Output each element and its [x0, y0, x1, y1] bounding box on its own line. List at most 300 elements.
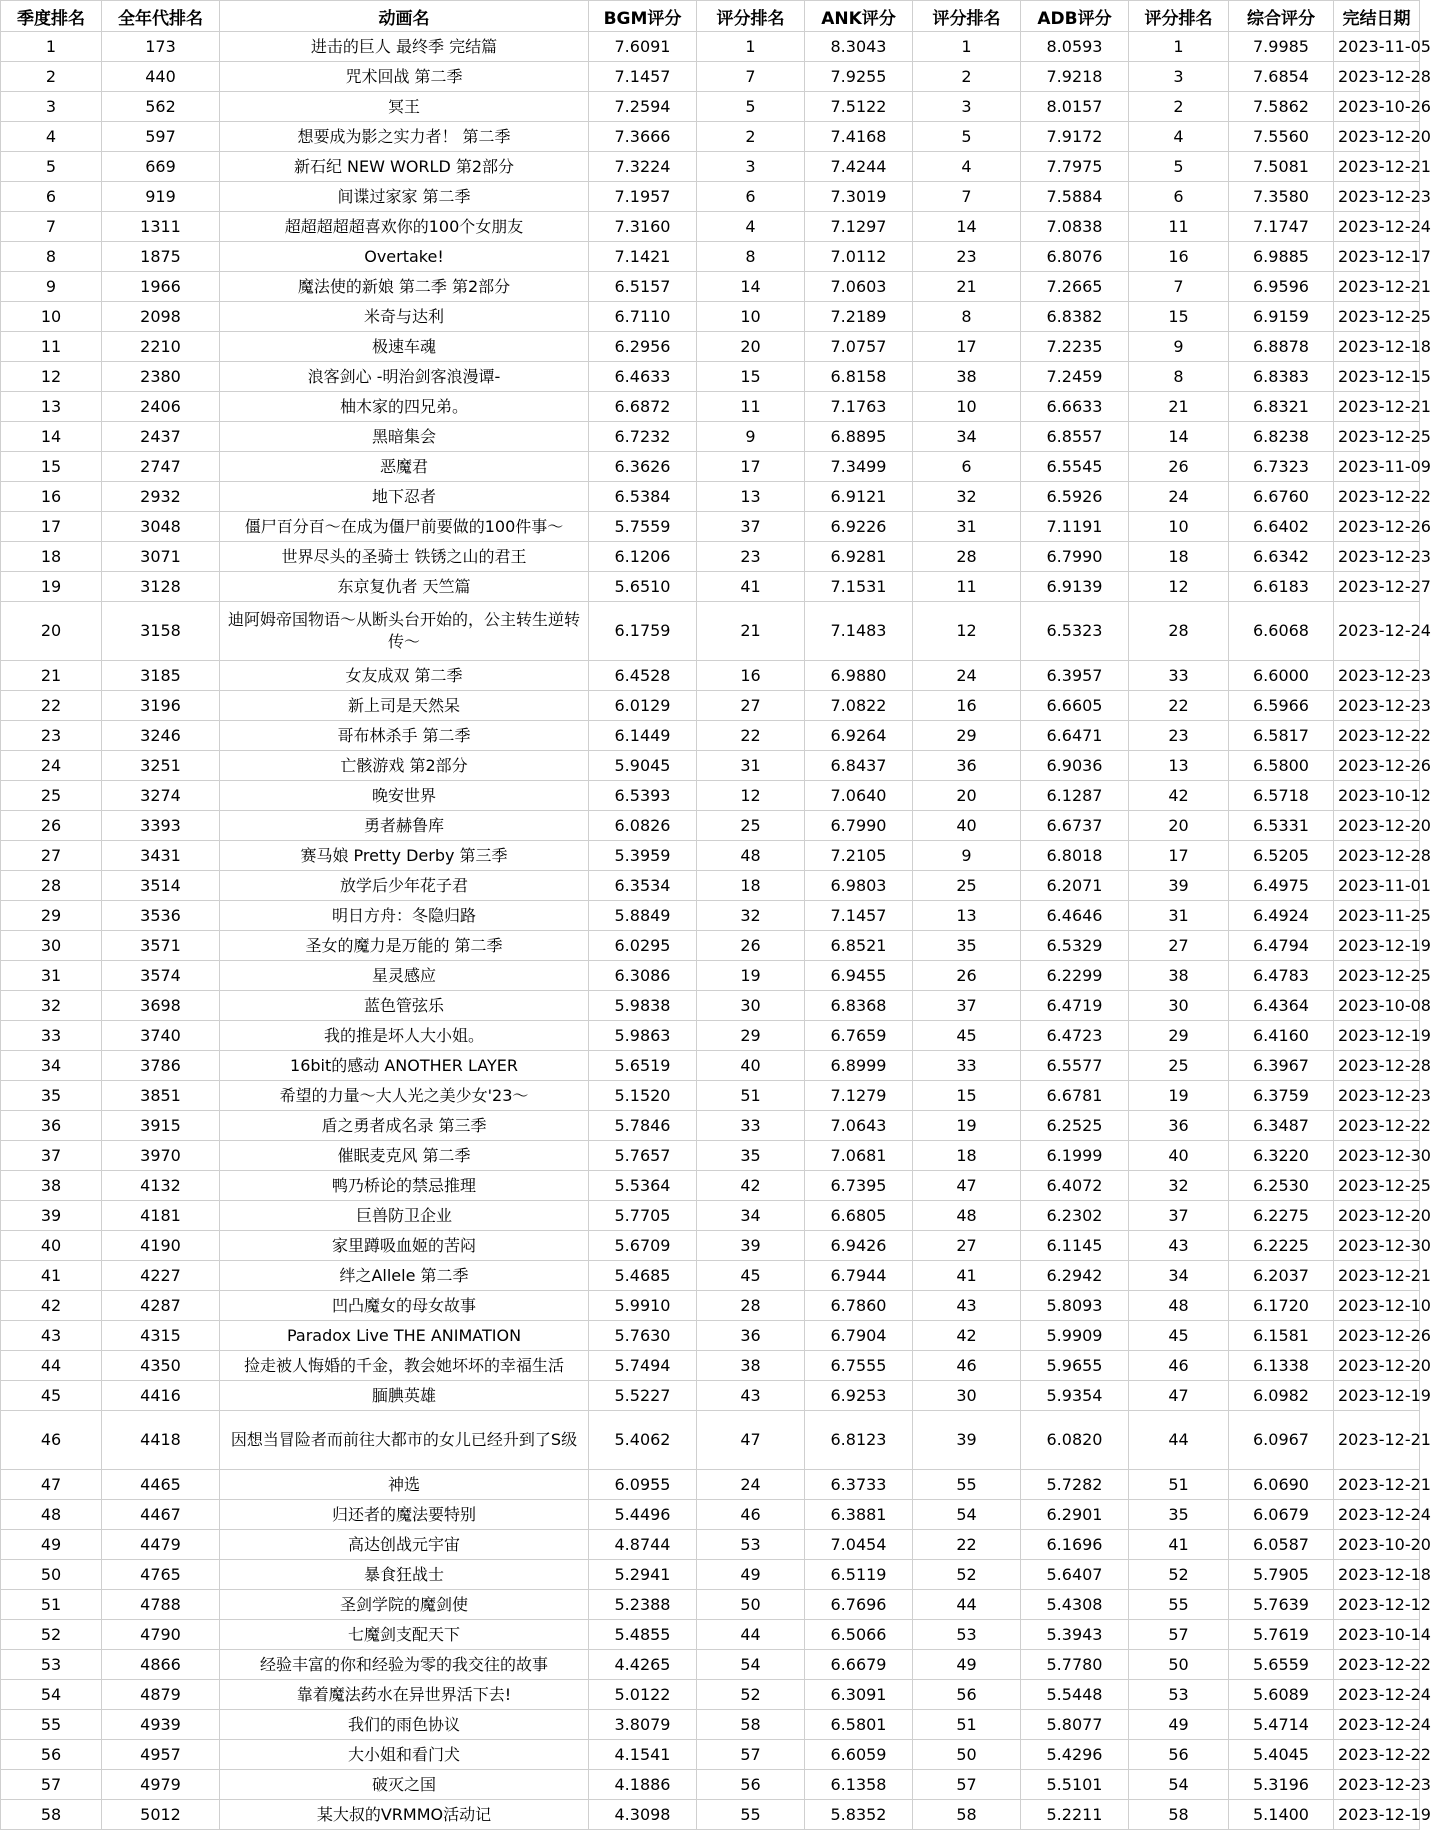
cell-overall-score: 5.4714 — [1229, 1710, 1334, 1740]
cell-anime-name: 高达创战元宇宙 — [220, 1530, 589, 1560]
cell-anime-name: 经验丰富的你和经验为零的我交往的故事 — [220, 1650, 589, 1680]
cell-adb-score: 6.6633 — [1021, 392, 1129, 422]
cell-overall-score: 5.7905 — [1229, 1560, 1334, 1590]
cell-adb-score: 6.8557 — [1021, 422, 1129, 452]
cell-end-date: 2023-12-23 — [1334, 182, 1420, 212]
cell-bgm-score: 7.2594 — [589, 92, 697, 122]
cell-adb-score: 6.4646 — [1021, 901, 1129, 931]
cell-adb-score: 7.9172 — [1021, 122, 1129, 152]
cell-adb-rank: 3 — [1129, 62, 1229, 92]
cell-all-time-rank: 4227 — [102, 1261, 220, 1291]
cell-anime-name: 勇者赫鲁库 — [220, 811, 589, 841]
cell-end-date: 2023-12-22 — [1334, 721, 1420, 751]
cell-adb-score: 8.0593 — [1021, 32, 1129, 62]
cell-ank-rank: 9 — [913, 841, 1021, 871]
cell-season-rank: 42 — [1, 1291, 102, 1321]
cell-adb-rank: 2 — [1129, 92, 1229, 122]
cell-ank-score: 7.2105 — [805, 841, 913, 871]
cell-adb-rank: 45 — [1129, 1321, 1229, 1351]
cell-anime-name: 某大叔的VRMMO活动记 — [220, 1800, 589, 1830]
table-row — [1, 1201, 1420, 1231]
cell-overall-score: 6.8878 — [1229, 332, 1334, 362]
cell-bgm-score: 5.3959 — [589, 841, 697, 871]
table-row — [1, 811, 1420, 841]
cell-ank-score: 6.8123 — [805, 1411, 913, 1470]
cell-season-rank: 24 — [1, 751, 102, 781]
cell-bgm-rank: 54 — [697, 1650, 805, 1680]
cell-bgm-rank: 1 — [697, 32, 805, 62]
cell-season-rank: 55 — [1, 1710, 102, 1740]
cell-adb-rank: 39 — [1129, 871, 1229, 901]
cell-end-date: 2023-10-12 — [1334, 781, 1420, 811]
cell-overall-score: 6.4783 — [1229, 961, 1334, 991]
cell-anime-name: 因想当冒险者而前往大都市的女儿已经升到了S级 — [220, 1411, 589, 1470]
cell-bgm-score: 5.9910 — [589, 1291, 697, 1321]
cell-adb-rank: 21 — [1129, 392, 1229, 422]
cell-end-date: 2023-12-18 — [1334, 1560, 1420, 1590]
cell-bgm-score: 5.5364 — [589, 1171, 697, 1201]
cell-overall-score: 6.5817 — [1229, 721, 1334, 751]
cell-ank-rank: 24 — [913, 661, 1021, 691]
cell-anime-name: 归还者的魔法要特别 — [220, 1500, 589, 1530]
cell-bgm-score: 6.0955 — [589, 1470, 697, 1500]
cell-bgm-rank: 33 — [697, 1111, 805, 1141]
cell-overall-score: 7.5862 — [1229, 92, 1334, 122]
cell-adb-score: 6.2901 — [1021, 1500, 1129, 1530]
cell-bgm-score: 5.4496 — [589, 1500, 697, 1530]
cell-end-date: 2023-12-20 — [1334, 1201, 1420, 1231]
cell-ank-score: 6.9803 — [805, 871, 913, 901]
cell-ank-rank: 39 — [913, 1411, 1021, 1470]
cell-all-time-rank: 597 — [102, 122, 220, 152]
cell-anime-name: 捡走被人悔婚的千金，教会她坏坏的幸福生活 — [220, 1351, 589, 1381]
cell-ank-score: 7.0643 — [805, 1111, 913, 1141]
cell-overall-score: 6.5205 — [1229, 841, 1334, 871]
cell-anime-name: 七魔剑支配天下 — [220, 1620, 589, 1650]
cell-ank-rank: 2 — [913, 62, 1021, 92]
cell-adb-score: 6.1287 — [1021, 781, 1129, 811]
cell-bgm-score: 5.6510 — [589, 572, 697, 602]
cell-anime-name: 圣剑学院的魔剑使 — [220, 1590, 589, 1620]
cell-bgm-rank: 47 — [697, 1411, 805, 1470]
cell-adb-rank: 4 — [1129, 122, 1229, 152]
cell-anime-name: 暴食狂战士 — [220, 1560, 589, 1590]
cell-end-date: 2023-10-14 — [1334, 1620, 1420, 1650]
cell-adb-rank: 5 — [1129, 152, 1229, 182]
cell-anime-name: 女友成双 第二季 — [220, 661, 589, 691]
column-header-season-rank: 季度排名 — [1, 1, 102, 32]
cell-overall-score: 7.1747 — [1229, 212, 1334, 242]
cell-overall-score: 6.4160 — [1229, 1021, 1334, 1051]
cell-overall-score: 6.5331 — [1229, 811, 1334, 841]
cell-all-time-rank: 3571 — [102, 931, 220, 961]
table-row — [1, 1261, 1420, 1291]
table-row — [1, 1710, 1420, 1740]
cell-adb-rank: 43 — [1129, 1231, 1229, 1261]
cell-end-date: 2023-12-17 — [1334, 242, 1420, 272]
cell-overall-score: 6.8321 — [1229, 392, 1334, 422]
cell-ank-rank: 17 — [913, 332, 1021, 362]
cell-adb-score: 6.6737 — [1021, 811, 1129, 841]
cell-adb-score: 5.9354 — [1021, 1381, 1129, 1411]
table-row — [1, 1411, 1420, 1470]
cell-bgm-score: 6.2956 — [589, 332, 697, 362]
cell-adb-rank: 57 — [1129, 1620, 1229, 1650]
cell-adb-score: 6.2299 — [1021, 961, 1129, 991]
cell-all-time-rank: 2437 — [102, 422, 220, 452]
cell-ank-rank: 31 — [913, 512, 1021, 542]
cell-adb-score: 6.7990 — [1021, 542, 1129, 572]
cell-adb-rank: 33 — [1129, 661, 1229, 691]
cell-ank-score: 6.5801 — [805, 1710, 913, 1740]
cell-ank-score: 6.9281 — [805, 542, 913, 572]
cell-all-time-rank: 4190 — [102, 1231, 220, 1261]
cell-adb-rank: 44 — [1129, 1411, 1229, 1470]
cell-end-date: 2023-10-20 — [1334, 1530, 1420, 1560]
cell-anime-name: 巨兽防卫企业 — [220, 1201, 589, 1231]
cell-bgm-score: 5.4062 — [589, 1411, 697, 1470]
cell-ank-score: 6.8521 — [805, 931, 913, 961]
cell-bgm-rank: 6 — [697, 182, 805, 212]
table-row — [1, 272, 1420, 302]
cell-overall-score: 5.6089 — [1229, 1680, 1334, 1710]
cell-anime-name: 冥王 — [220, 92, 589, 122]
cell-overall-score: 6.9596 — [1229, 272, 1334, 302]
cell-ank-rank: 57 — [913, 1770, 1021, 1800]
cell-adb-rank: 26 — [1129, 452, 1229, 482]
cell-bgm-score: 5.0122 — [589, 1680, 697, 1710]
cell-overall-score: 6.3967 — [1229, 1051, 1334, 1081]
cell-bgm-score: 5.5227 — [589, 1381, 697, 1411]
column-header-all-time-rank: 全年代排名 — [102, 1, 220, 32]
cell-all-time-rank: 3185 — [102, 661, 220, 691]
cell-all-time-rank: 3274 — [102, 781, 220, 811]
cell-season-rank: 58 — [1, 1800, 102, 1830]
cell-end-date: 2023-12-25 — [1334, 1171, 1420, 1201]
cell-bgm-score: 5.7559 — [589, 512, 697, 542]
table-row — [1, 392, 1420, 422]
table-row — [1, 1381, 1420, 1411]
cell-adb-rank: 24 — [1129, 482, 1229, 512]
cell-overall-score: 6.1720 — [1229, 1291, 1334, 1321]
cell-overall-score: 5.7619 — [1229, 1620, 1334, 1650]
cell-ank-score: 7.3019 — [805, 182, 913, 212]
cell-anime-name: 进击的巨人 最终季 完结篇 — [220, 32, 589, 62]
cell-overall-score: 6.4924 — [1229, 901, 1334, 931]
cell-bgm-score: 3.8079 — [589, 1710, 697, 1740]
cell-ank-score: 7.1279 — [805, 1081, 913, 1111]
cell-all-time-rank: 562 — [102, 92, 220, 122]
cell-bgm-score: 6.7110 — [589, 302, 697, 332]
cell-bgm-rank: 58 — [697, 1710, 805, 1740]
cell-ank-rank: 30 — [913, 1381, 1021, 1411]
cell-adb-score: 5.8093 — [1021, 1291, 1129, 1321]
cell-season-rank: 9 — [1, 272, 102, 302]
cell-bgm-rank: 22 — [697, 721, 805, 751]
cell-overall-score: 6.6402 — [1229, 512, 1334, 542]
cell-season-rank: 14 — [1, 422, 102, 452]
cell-season-rank: 7 — [1, 212, 102, 242]
cell-bgm-score: 6.0826 — [589, 811, 697, 841]
table-row — [1, 1740, 1420, 1770]
cell-adb-rank: 29 — [1129, 1021, 1229, 1051]
cell-bgm-rank: 52 — [697, 1680, 805, 1710]
cell-all-time-rank: 3246 — [102, 721, 220, 751]
cell-bgm-rank: 37 — [697, 512, 805, 542]
cell-adb-score: 6.2525 — [1021, 1111, 1129, 1141]
cell-anime-name: 催眠麦克风 第二季 — [220, 1141, 589, 1171]
cell-all-time-rank: 4465 — [102, 1470, 220, 1500]
cell-anime-name: 僵尸百分百～在成为僵尸前要做的100件事～ — [220, 512, 589, 542]
cell-adb-rank: 20 — [1129, 811, 1229, 841]
cell-overall-score: 6.6000 — [1229, 661, 1334, 691]
cell-season-rank: 36 — [1, 1111, 102, 1141]
cell-bgm-rank: 55 — [697, 1800, 805, 1830]
cell-bgm-score: 5.7846 — [589, 1111, 697, 1141]
cell-ank-rank: 56 — [913, 1680, 1021, 1710]
cell-season-rank: 22 — [1, 691, 102, 721]
cell-adb-rank: 40 — [1129, 1141, 1229, 1171]
cell-all-time-rank: 4416 — [102, 1381, 220, 1411]
cell-season-rank: 57 — [1, 1770, 102, 1800]
cell-overall-score: 6.6183 — [1229, 572, 1334, 602]
cell-ank-score: 7.3499 — [805, 452, 913, 482]
cell-ank-rank: 5 — [913, 122, 1021, 152]
cell-end-date: 2023-12-26 — [1334, 751, 1420, 781]
cell-adb-score: 5.6407 — [1021, 1560, 1129, 1590]
table-row — [1, 1590, 1420, 1620]
cell-end-date: 2023-12-21 — [1334, 1411, 1420, 1470]
cell-anime-name: 东京复仇者 天竺篇 — [220, 572, 589, 602]
cell-ank-rank: 27 — [913, 1231, 1021, 1261]
cell-adb-rank: 38 — [1129, 961, 1229, 991]
cell-overall-score: 6.9885 — [1229, 242, 1334, 272]
cell-overall-score: 6.2275 — [1229, 1201, 1334, 1231]
cell-overall-score: 6.1581 — [1229, 1321, 1334, 1351]
cell-end-date: 2023-12-19 — [1334, 931, 1420, 961]
cell-bgm-rank: 20 — [697, 332, 805, 362]
cell-ank-score: 6.3881 — [805, 1500, 913, 1530]
cell-adb-score: 6.9036 — [1021, 751, 1129, 781]
cell-ank-rank: 15 — [913, 1081, 1021, 1111]
cell-overall-score: 6.5966 — [1229, 691, 1334, 721]
cell-ank-rank: 32 — [913, 482, 1021, 512]
cell-adb-rank: 28 — [1129, 602, 1229, 661]
column-header-overall-score: 综合评分 — [1229, 1, 1334, 32]
cell-all-time-rank: 440 — [102, 62, 220, 92]
table-row — [1, 1770, 1420, 1800]
column-header-end-date: 完结日期 — [1334, 1, 1420, 32]
cell-season-rank: 1 — [1, 32, 102, 62]
cell-bgm-score: 5.1520 — [589, 1081, 697, 1111]
cell-bgm-score: 5.4685 — [589, 1261, 697, 1291]
table-row — [1, 542, 1420, 572]
cell-bgm-rank: 34 — [697, 1201, 805, 1231]
cell-adb-rank: 14 — [1129, 422, 1229, 452]
cell-season-rank: 37 — [1, 1141, 102, 1171]
cell-ank-score: 6.1358 — [805, 1770, 913, 1800]
cell-anime-name: 魔法使的新娘 第二季 第2部分 — [220, 272, 589, 302]
table-row — [1, 1051, 1420, 1081]
cell-bgm-score: 6.6872 — [589, 392, 697, 422]
cell-season-rank: 40 — [1, 1231, 102, 1261]
cell-ank-rank: 20 — [913, 781, 1021, 811]
cell-bgm-rank: 21 — [697, 602, 805, 661]
cell-anime-name: 家里蹲吸血姬的苦闷 — [220, 1231, 589, 1261]
cell-anime-name: 亡骸游戏 第2部分 — [220, 751, 589, 781]
cell-bgm-score: 4.3098 — [589, 1800, 697, 1830]
cell-adb-rank: 34 — [1129, 1261, 1229, 1291]
cell-all-time-rank: 4350 — [102, 1351, 220, 1381]
cell-adb-score: 6.4072 — [1021, 1171, 1129, 1201]
cell-ank-score: 7.4244 — [805, 152, 913, 182]
cell-bgm-score: 6.1449 — [589, 721, 697, 751]
cell-bgm-rank: 43 — [697, 1381, 805, 1411]
table-row — [1, 602, 1420, 661]
cell-season-rank: 2 — [1, 62, 102, 92]
cell-overall-score: 6.5718 — [1229, 781, 1334, 811]
table-row — [1, 961, 1420, 991]
cell-ank-score: 7.2189 — [805, 302, 913, 332]
cell-adb-score: 6.1145 — [1021, 1231, 1129, 1261]
cell-all-time-rank: 4181 — [102, 1201, 220, 1231]
table-row — [1, 122, 1420, 152]
column-header-adb-rank: 评分排名 — [1129, 1, 1229, 32]
cell-end-date: 2023-12-28 — [1334, 62, 1420, 92]
cell-overall-score: 6.0982 — [1229, 1381, 1334, 1411]
cell-adb-rank: 53 — [1129, 1680, 1229, 1710]
cell-anime-name: 靠着魔法药水在异世界活下去! — [220, 1680, 589, 1710]
cell-ank-rank: 16 — [913, 691, 1021, 721]
cell-overall-score: 6.0967 — [1229, 1411, 1334, 1470]
cell-season-rank: 15 — [1, 452, 102, 482]
cell-end-date: 2023-12-21 — [1334, 1261, 1420, 1291]
cell-adb-score: 6.5323 — [1021, 602, 1129, 661]
cell-bgm-score: 6.5157 — [589, 272, 697, 302]
table-row — [1, 242, 1420, 272]
cell-bgm-score: 5.9838 — [589, 991, 697, 1021]
table-row — [1, 362, 1420, 392]
table-row — [1, 1291, 1420, 1321]
cell-bgm-score: 7.6091 — [589, 32, 697, 62]
cell-adb-rank: 1 — [1129, 32, 1229, 62]
cell-overall-score: 5.3196 — [1229, 1770, 1334, 1800]
cell-adb-rank: 15 — [1129, 302, 1229, 332]
table-row — [1, 871, 1420, 901]
cell-bgm-score: 5.7630 — [589, 1321, 697, 1351]
cell-all-time-rank: 2406 — [102, 392, 220, 422]
cell-all-time-rank: 4879 — [102, 1680, 220, 1710]
cell-adb-score: 6.4719 — [1021, 991, 1129, 1021]
cell-all-time-rank: 3851 — [102, 1081, 220, 1111]
cell-all-time-rank: 3431 — [102, 841, 220, 871]
cell-end-date: 2023-12-20 — [1334, 122, 1420, 152]
cell-all-time-rank: 3740 — [102, 1021, 220, 1051]
cell-ank-rank: 46 — [913, 1351, 1021, 1381]
cell-ank-score: 6.6805 — [805, 1201, 913, 1231]
cell-all-time-rank: 3915 — [102, 1111, 220, 1141]
cell-adb-rank: 32 — [1129, 1171, 1229, 1201]
cell-overall-score: 6.2037 — [1229, 1261, 1334, 1291]
table-row — [1, 751, 1420, 781]
cell-anime-name: 凹凸魔女的母女故事 — [220, 1291, 589, 1321]
cell-adb-rank: 10 — [1129, 512, 1229, 542]
cell-end-date: 2023-12-23 — [1334, 661, 1420, 691]
cell-anime-name: 迪阿姆帝国物语～从断头台开始的，公主转生逆转传～ — [220, 602, 589, 661]
cell-bgm-score: 4.4265 — [589, 1650, 697, 1680]
cell-season-rank: 33 — [1, 1021, 102, 1051]
cell-adb-score: 6.1999 — [1021, 1141, 1129, 1171]
cell-bgm-rank: 25 — [697, 811, 805, 841]
cell-season-rank: 19 — [1, 572, 102, 602]
cell-ank-rank: 50 — [913, 1740, 1021, 1770]
cell-ank-rank: 43 — [913, 1291, 1021, 1321]
cell-all-time-rank: 4315 — [102, 1321, 220, 1351]
cell-bgm-score: 6.4528 — [589, 661, 697, 691]
cell-end-date: 2023-12-26 — [1334, 1321, 1420, 1351]
cell-all-time-rank: 3196 — [102, 691, 220, 721]
cell-adb-score: 7.2665 — [1021, 272, 1129, 302]
cell-season-rank: 28 — [1, 871, 102, 901]
cell-all-time-rank: 173 — [102, 32, 220, 62]
cell-ank-score: 6.6059 — [805, 1740, 913, 1770]
table-row — [1, 991, 1420, 1021]
cell-bgm-rank: 50 — [697, 1590, 805, 1620]
cell-overall-score: 6.7323 — [1229, 452, 1334, 482]
cell-adb-rank: 9 — [1129, 332, 1229, 362]
table-row — [1, 332, 1420, 362]
cell-bgm-rank: 7 — [697, 62, 805, 92]
cell-ank-rank: 51 — [913, 1710, 1021, 1740]
cell-end-date: 2023-12-24 — [1334, 602, 1420, 661]
cell-bgm-score: 6.7232 — [589, 422, 697, 452]
cell-all-time-rank: 4479 — [102, 1530, 220, 1560]
cell-bgm-rank: 38 — [697, 1351, 805, 1381]
cell-adb-score: 5.5101 — [1021, 1770, 1129, 1800]
cell-ank-rank: 4 — [913, 152, 1021, 182]
cell-overall-score: 6.6342 — [1229, 542, 1334, 572]
cell-all-time-rank: 3251 — [102, 751, 220, 781]
cell-anime-name: 神选 — [220, 1470, 589, 1500]
cell-anime-name: 超超超超超喜欢你的100个女朋友 — [220, 212, 589, 242]
cell-anime-name: 大小姐和看门犬 — [220, 1740, 589, 1770]
cell-end-date: 2023-12-25 — [1334, 302, 1420, 332]
table-row — [1, 92, 1420, 122]
cell-adb-score: 5.9655 — [1021, 1351, 1129, 1381]
cell-adb-score: 6.6471 — [1021, 721, 1129, 751]
cell-ank-rank: 53 — [913, 1620, 1021, 1650]
cell-anime-name: 晚安世界 — [220, 781, 589, 811]
cell-season-rank: 11 — [1, 332, 102, 362]
cell-ank-score: 6.9455 — [805, 961, 913, 991]
cell-ank-score: 6.7555 — [805, 1351, 913, 1381]
cell-adb-score: 6.6781 — [1021, 1081, 1129, 1111]
cell-adb-score: 7.9218 — [1021, 62, 1129, 92]
cell-season-rank: 48 — [1, 1500, 102, 1530]
cell-all-time-rank: 2747 — [102, 452, 220, 482]
cell-ank-rank: 26 — [913, 961, 1021, 991]
cell-adb-score: 6.2942 — [1021, 1261, 1129, 1291]
cell-adb-score: 7.0838 — [1021, 212, 1129, 242]
cell-ank-rank: 3 — [913, 92, 1021, 122]
cell-adb-score: 6.5545 — [1021, 452, 1129, 482]
table-row — [1, 1470, 1420, 1500]
cell-ank-score: 5.8352 — [805, 1800, 913, 1830]
cell-adb-rank: 55 — [1129, 1590, 1229, 1620]
cell-anime-name: 希望的力量～大人光之美少女'23～ — [220, 1081, 589, 1111]
cell-anime-name: 咒术回战 第二季 — [220, 62, 589, 92]
cell-adb-rank: 6 — [1129, 182, 1229, 212]
